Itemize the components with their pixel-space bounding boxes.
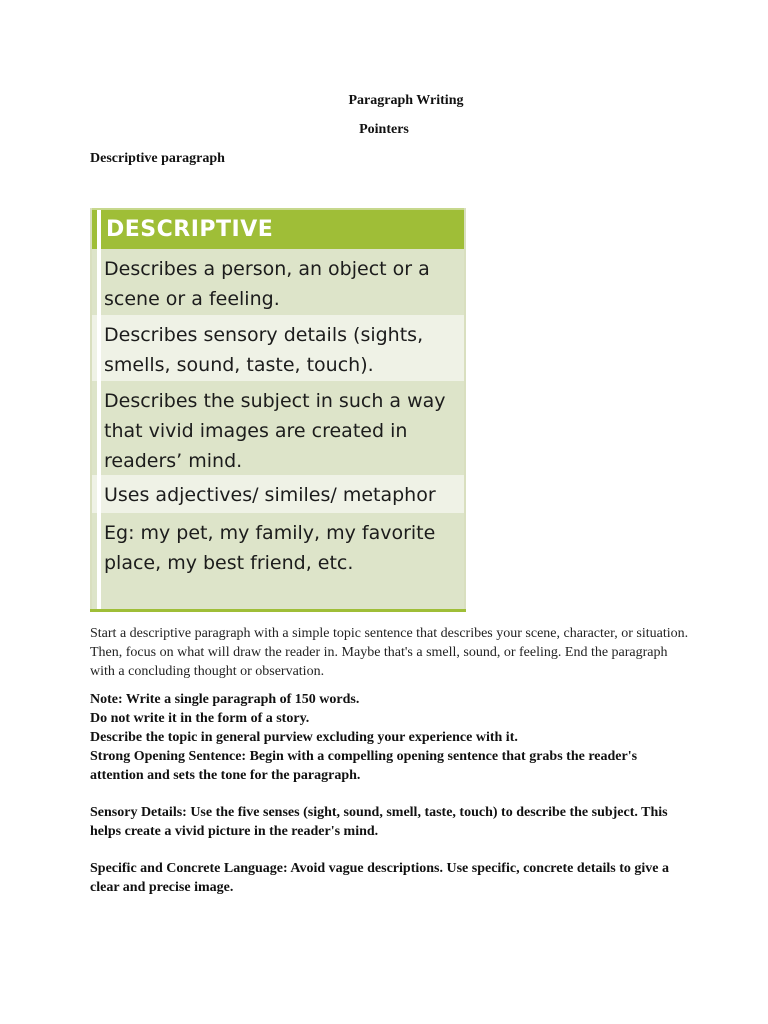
note-line: Note: Write a single paragraph of 150 words.: [90, 692, 360, 707]
table-header-label: DESCRIPTIVE: [106, 217, 274, 242]
table-bottom-border: [90, 609, 466, 612]
document-subtitle: Pointers: [359, 122, 409, 137]
table-row: Describes sensory details (sights, smells, sound, taste, touch).: [92, 315, 464, 381]
note-line: Sensory Details: Use the five senses (sight, sound, smell, taste, touch) to describe the subject. This helps create a vivid picture in the reader's mind.: [90, 805, 668, 839]
table-row: Eg: my pet, my family, my favorite place, my best friend, etc.: [92, 513, 464, 609]
note-line: Strong Opening Sentence: Begin with a compelling opening sentence that grabs the reader's attention and sets the tone for the paragraph.: [90, 749, 638, 783]
note-line: Do not write it in the form of a story.: [90, 711, 310, 726]
descriptive-table-image: [90, 208, 466, 612]
intro-paragraph: Start a descriptive paragraph with a simple topic sentence that describes your scene, character, or situation. Then, focus on what will draw the reader in. Maybe that's a smell, sound, or feeling. End the paragraph with a concluding thought or observation.: [90, 626, 689, 679]
table-row: Uses adjectives/ similes/ metaphor: [92, 475, 464, 513]
table-row: Describes a person, an object or a scene or a feeling.: [92, 249, 464, 315]
notes-block: [90, 690, 690, 897]
note-line: Specific and Concrete Language: Avoid vague descriptions. Use specific, concrete details to give a clear and precise image.: [90, 861, 669, 895]
section-heading: Descriptive paragraph: [90, 151, 225, 166]
table-row: Describes the subject in such a way that vivid images are created in readers’ mind.: [92, 381, 464, 475]
note-line: Describe the topic in general purview excluding your experience with it.: [90, 730, 518, 745]
document-title: Paragraph Writing: [348, 93, 464, 108]
table-header: [92, 208, 464, 249]
